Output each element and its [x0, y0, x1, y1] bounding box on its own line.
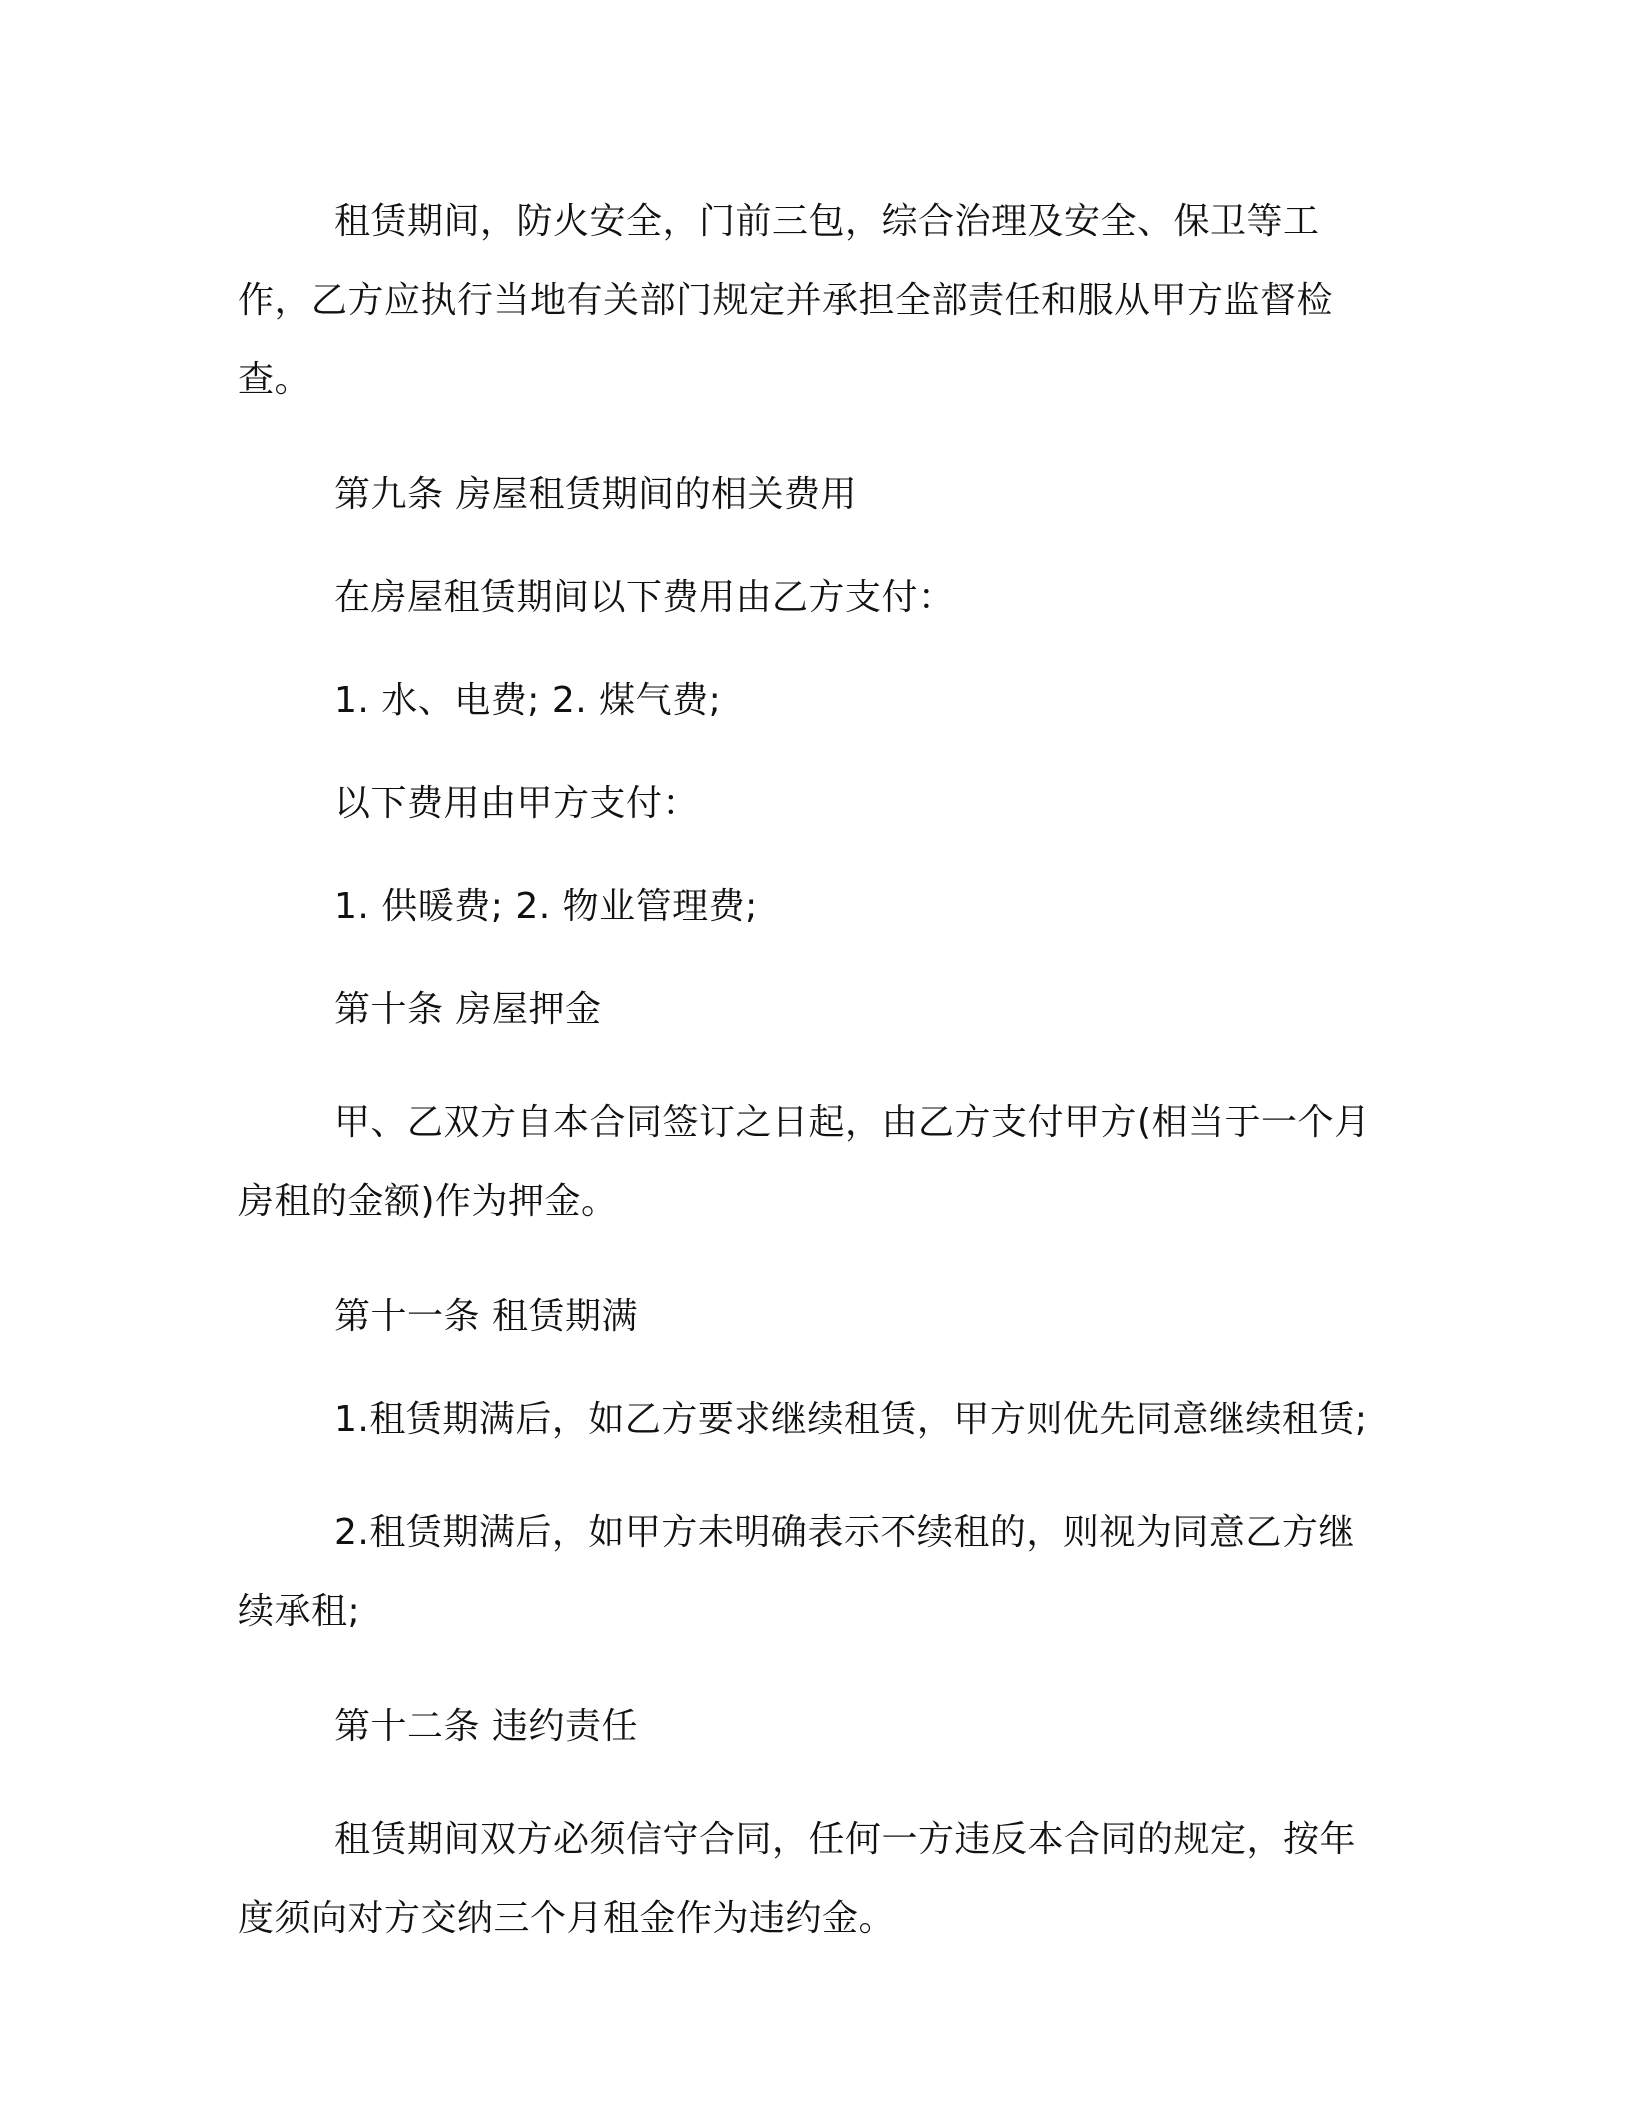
- paragraph-renewal-2: 2.租赁期满后，如甲方未明确表示不续租的，则视为同意乙方继续承租;: [238, 1512, 1355, 1632]
- section-heading-article-9: 第九条 房屋租赁期间的相关费用: [334, 474, 857, 515]
- section-heading-article-12: 第十二条 违约责任: [334, 1706, 638, 1747]
- paragraph-fire-safety: 租赁期间，防火安全，门前三包，综合治理及安全、保卫等工作，乙方应执行当地有关部门规定并承担全部责任和服从甲方监督检查。: [238, 201, 1334, 400]
- paragraph-renewal-1: 1.租赁期满后，如乙方要求继续租赁，甲方则优先同意继续租赁;: [334, 1399, 1368, 1440]
- paragraph-breach: 租赁期间双方必须信守合同，任何一方违反本合同的规定，按年度须向对方交纳三个月租金作为违约金。: [238, 1819, 1357, 1939]
- section-heading-article-11: 第十一条 租赁期满: [334, 1296, 638, 1337]
- section-heading-article-10: 第十条 房屋押金: [334, 989, 602, 1030]
- paragraph-landlord-pays: 以下费用由甲方支付：: [334, 783, 700, 824]
- document-body: [238, 182, 1388, 2004]
- list-landlord-fees: 1. 供暖费; 2. 物业管理费;: [334, 886, 758, 927]
- paragraph-deposit: 甲、乙双方自本合同签订之日起，由乙方支付甲方(相当于一个月房租的金额)作为押金。: [238, 1102, 1371, 1222]
- paragraph-tenant-pays: 在房屋租赁期间以下费用由乙方支付：: [334, 577, 955, 618]
- list-tenant-fees: 1. 水、电费; 2. 煤气费;: [334, 680, 722, 721]
